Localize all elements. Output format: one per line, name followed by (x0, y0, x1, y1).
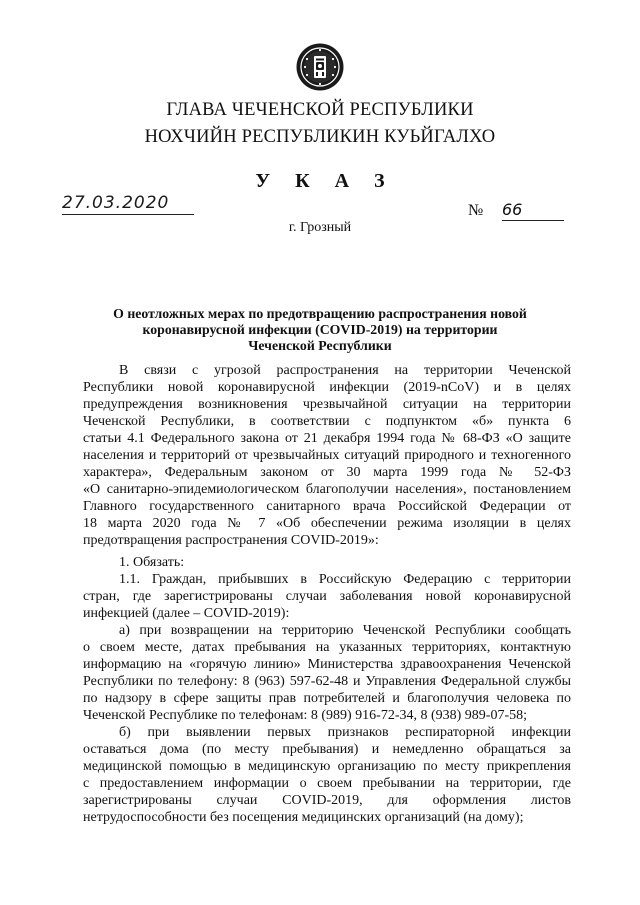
document-type-heading: У К А З (255, 170, 395, 192)
document-number-block (468, 200, 568, 222)
body-line: В связи с угрозой распространения на территории Чеченской (119, 363, 571, 378)
body-line: статьи 4.1 Федерального закона от 21 декабря 1994 года № 68-ФЗ «О защите (83, 431, 571, 446)
body-line: с предоставлением информации о своем пребывании на территории, где (83, 776, 571, 791)
body-line: Республики новой коронавирусной инфекции (2019-nCoV) и в целях (83, 380, 571, 395)
body-line: нетрудоспособности без посещения медицинских организаций (на дому); (83, 810, 524, 825)
decree-title-line: коронавирусной инфекции (COVID-2019) на территории (142, 322, 498, 337)
body-line: о своем месте, датах пребывания на указанных территориях, контактную (83, 640, 571, 655)
document-date: 27.03.2020 (62, 193, 194, 215)
body-line: Чеченской Республике по телефонам: 8 (989) 916-72-34, 8 (938) 989-07-58; (83, 708, 528, 723)
document-city: г. Грозный (288, 220, 352, 235)
body-line: а) при возвращении на территорию Чеченской Республики сообщать (119, 623, 571, 638)
government-title-russian: ГЛАВА ЧЕЧЕНСКОЙ РЕСПУБЛИКИ (166, 100, 474, 120)
body-line: инфекцией (далее – COVID-2019): (83, 606, 290, 621)
body-line: населения и территорий от чрезвычайных ситуаций природного и техногенного (83, 448, 571, 463)
body-line: стран, где зарегистрированы случаи заболевания новой коронавирусной (83, 589, 571, 604)
body-line: предотвращения распространения COVID-2019»: (83, 533, 379, 548)
body-line: зарегистрированы случаи COVID-2019, для оформления листов (83, 793, 571, 808)
body-line: информацию на «горячую линию» Министерства здравоохранения Чеченской (83, 657, 571, 672)
decree-title-line: О неотложных мерах по предотвращению распространения новой (113, 306, 527, 321)
decree-title (100, 306, 540, 354)
document-number: 66 (502, 200, 564, 221)
decree-title-line: Чеченской Республики (248, 338, 392, 353)
body-line: характера», Федеральным законом от 30 марта 1999 года № 52-ФЗ (83, 465, 571, 480)
body-line: 1.1. Граждан, прибывших в Российскую Федерацию с территории (119, 572, 571, 587)
body-line: «О санитарно-эпидемиологическом благополучии населения», постановлением (83, 482, 571, 497)
body-line: 18 марта 2020 года № 7 «Об обеспечении режима изоляции в целях (83, 516, 571, 531)
body-line: предупреждения возникновения чрезвычайной ситуации на территории (83, 397, 571, 412)
body-line: Республики по телефону: 8 (963) 597-62-48 и Управления Федеральной службы (83, 674, 571, 689)
government-title-chechen: НОХЧИЙН РЕСПУБЛИКИН КУЬЙГАЛХО (144, 127, 496, 147)
body-line: медицинской помощью в медицинскую организацию по месту прикрепления (83, 759, 571, 774)
body-line: по надзору в сфере защиты прав потребителей и благополучия человека по (83, 691, 571, 706)
body-line: б) при выявлении первых признаков респираторной инфекции (119, 725, 571, 740)
decree-body (83, 362, 571, 826)
number-sign: № (468, 202, 484, 219)
body-line: Главного государственного санитарного врача Российской Федерации от (83, 499, 571, 514)
chechen-republic-emblem-icon (295, 42, 345, 92)
body-line: оставаться дома (по месту пребывания) и немедленно обращаться за (83, 742, 571, 757)
body-line: Чеченской Республики, в соответствии с подпунктом «б» пункта 6 (83, 414, 571, 429)
section-heading: 1. Обязать: (119, 555, 185, 570)
